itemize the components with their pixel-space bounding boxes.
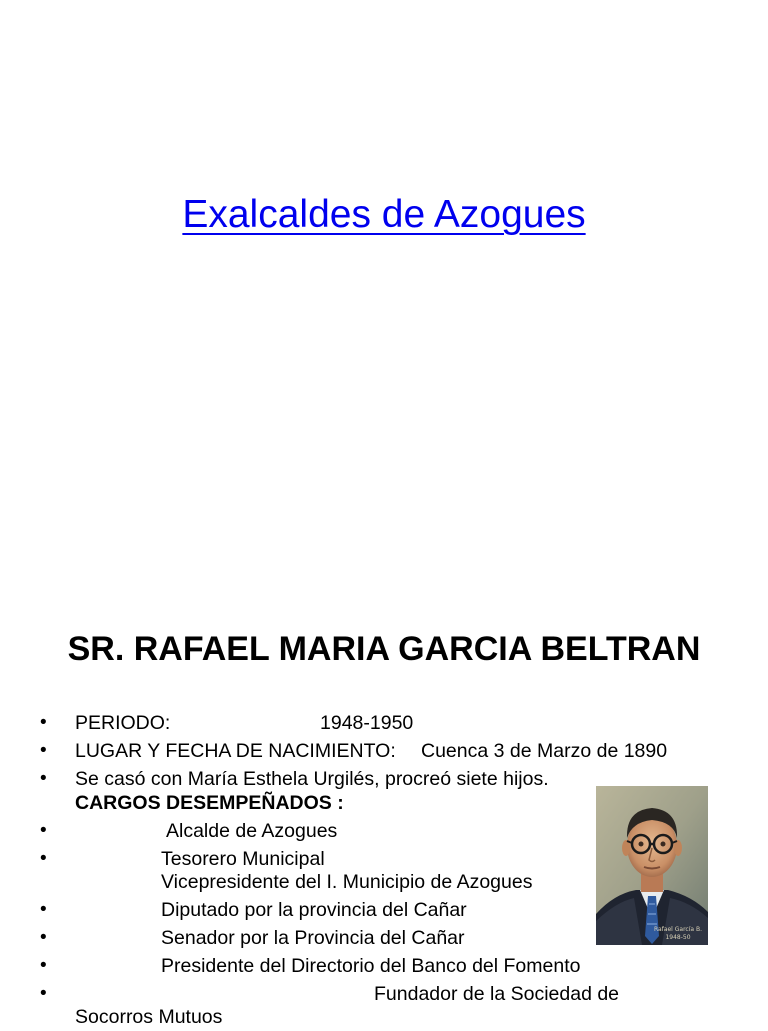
bullet-icon: •	[40, 740, 47, 761]
cargo-item: Presidente del Directorio del Banco del Fomento	[161, 955, 581, 977]
person-name-heading: SR. RAFAEL MARIA GARCIA BELTRAN	[67, 630, 701, 668]
slide-title-link[interactable]: Exalcaldes de Azogues	[182, 193, 586, 236]
cargo-item: Vicepresidente del I. Municipio de Azogues	[161, 871, 533, 893]
periodo-label: PERIODO:	[75, 712, 171, 734]
bullet-icon: •	[40, 927, 47, 948]
cargo-item: Alcalde de Azogues	[166, 820, 338, 842]
bullet-icon: •	[40, 848, 47, 869]
familia-text: Se casó con María Esthela Urgilés, procreó siete hijos.	[75, 768, 549, 790]
bullet-icon: •	[40, 983, 47, 1004]
cargo-item: Senador por la Provincia del Cañar	[161, 927, 465, 949]
nacimiento-value: Cuenca 3 de Marzo de 1890	[421, 740, 668, 762]
cargos-heading: CARGOS DESEMPEÑADOS :	[75, 792, 344, 814]
periodo-value: 1948-1950	[320, 712, 414, 734]
bullet-icon: •	[40, 820, 47, 841]
bullet-icon: •	[40, 768, 47, 789]
bullet-icon: •	[40, 899, 47, 920]
portrait-painting	[596, 786, 708, 945]
bullet-icon: •	[40, 955, 47, 976]
bullet-icon: •	[40, 712, 47, 733]
cargo-item: Tesorero Municipal	[161, 848, 325, 870]
cargo-item: Socorros Mutuos	[75, 1006, 223, 1028]
svg-text:1948-50: 1948-50	[665, 934, 691, 941]
cargo-item: Fundador de la Sociedad de	[374, 983, 620, 1005]
nacimiento-label: LUGAR Y FECHA DE NACIMIENTO:	[75, 740, 396, 762]
cargo-item: Diputado por la provincia del Cañar	[161, 899, 467, 921]
portrait-image	[596, 786, 708, 945]
svg-text:Rafael García B.: Rafael García B.	[653, 926, 703, 933]
